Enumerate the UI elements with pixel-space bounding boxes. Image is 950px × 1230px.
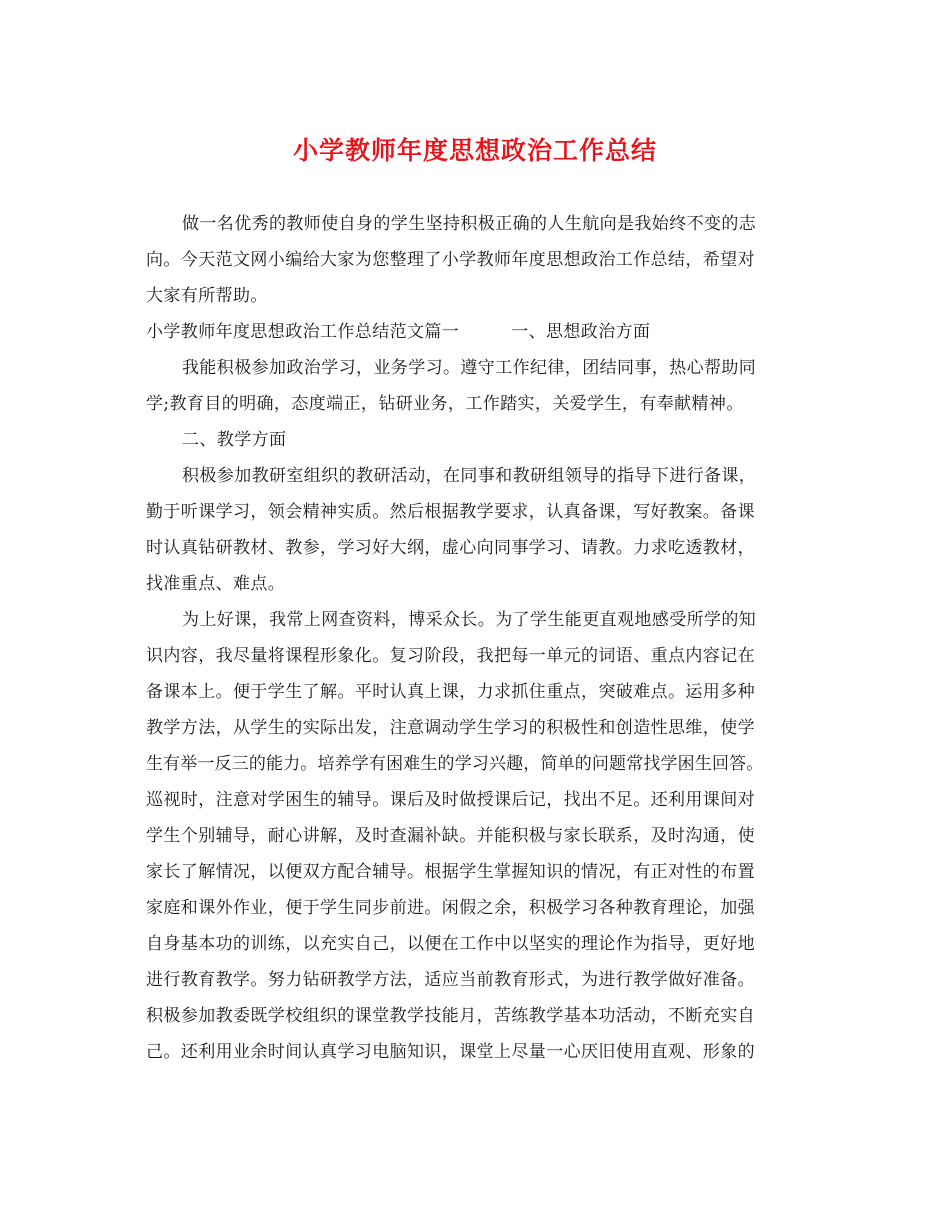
section-heading: 一、思想政治方面: [511, 322, 651, 342]
paragraph-line: 家庭和课外作业，便于学生同步前进。闲假之余，积极学习各种教育理论，加强: [146, 898, 755, 918]
paragraph-line: 学生个别辅导，耐心讲解，及时查漏补缺。并能积极与家长联系，及时沟通，使: [146, 826, 755, 846]
paragraph-line: 我能积极参加政治学习，业务学习。遵守工作纪律，团结同事，热心帮助同: [182, 358, 757, 378]
paragraph-line: 教学方法，从学生的实际出发，注意调动学生学习的积极性和创造性思维，使学: [146, 718, 755, 738]
section-heading: 二、教学方面: [182, 430, 287, 450]
paragraph-line: 识内容，我尽量将课程形象化。复习阶段，我把每一单元的词语、重点内容记在: [146, 646, 755, 666]
paragraph-line: 时认真钻研教材、教参，学习好大纲，虚心向同事学习、请教。力求吃透教材，: [146, 538, 755, 558]
paragraph-line: 己。还利用业余时间认真学习电脑知识，课堂上尽量一心厌旧使用直观、形象的: [146, 1042, 755, 1062]
paragraph-line: 进行教育教学。努力钻研教学方法，适应当前教育形式，为进行教学做好准备。: [146, 970, 755, 990]
paragraph-line: 生有举一反三的能力。培养学有困难生的学习兴趣，简单的问题常找学困生回答。: [146, 754, 764, 774]
paragraph-line: 向。今天范文网小编给大家为您整理了小学教师年度思想政治工作总结，希望对: [146, 250, 755, 270]
heading-line: [146, 314, 814, 350]
paragraph-line: 做一名优秀的教师使自身的学生坚持积极正确的人生航向是我始终不变的志: [182, 214, 757, 234]
paragraph-line: 积极参加教委既学校组织的课堂教学技能月，苦练教学基本功活动，不断充实自: [146, 1006, 755, 1026]
paragraph-line: 积极参加教研室组织的教研活动，在同事和教研组领导的指导下进行备课，: [182, 466, 757, 486]
paragraph-line: 巡视时，注意对学困生的辅导。课后及时做授课后记，找出不足。还利用课间对: [146, 790, 755, 810]
paragraph-line: 学;教育目的明确，态度端正，钻研业务，工作踏实，关爱学生，有奉献精神。: [146, 394, 744, 414]
paragraph-line: 备课本上。便于学生了解。平时认真上课，力求抓住重点，突破难点。运用多种: [146, 682, 755, 702]
paragraph-line: 家长了解情况，以便双方配合辅导。根据学生掌握知识的情况，有正对性的布置: [146, 862, 755, 882]
paragraph-line: 找准重点、难点。: [146, 574, 286, 594]
article-heading: 小学教师年度思想政治工作总结范文篇一: [146, 322, 460, 342]
paragraph-line: 自身基本功的训练，以充实自己，以便在工作中以坚实的理论作为指导，更好地: [146, 934, 755, 954]
document-title: 小学教师年度思想政治工作总结: [292, 136, 657, 165]
document-body: [146, 206, 814, 1070]
paragraph-line: 大家有所帮助。: [146, 286, 268, 306]
paragraph-line: 勤于听课学习，领会精神实质。然后根据教学要求，认真备课，写好教案。备课: [146, 502, 755, 522]
paragraph-line: 为上好课，我常上网查资料，博采众长。为了学生能更直观地感受所学的知: [182, 610, 757, 630]
